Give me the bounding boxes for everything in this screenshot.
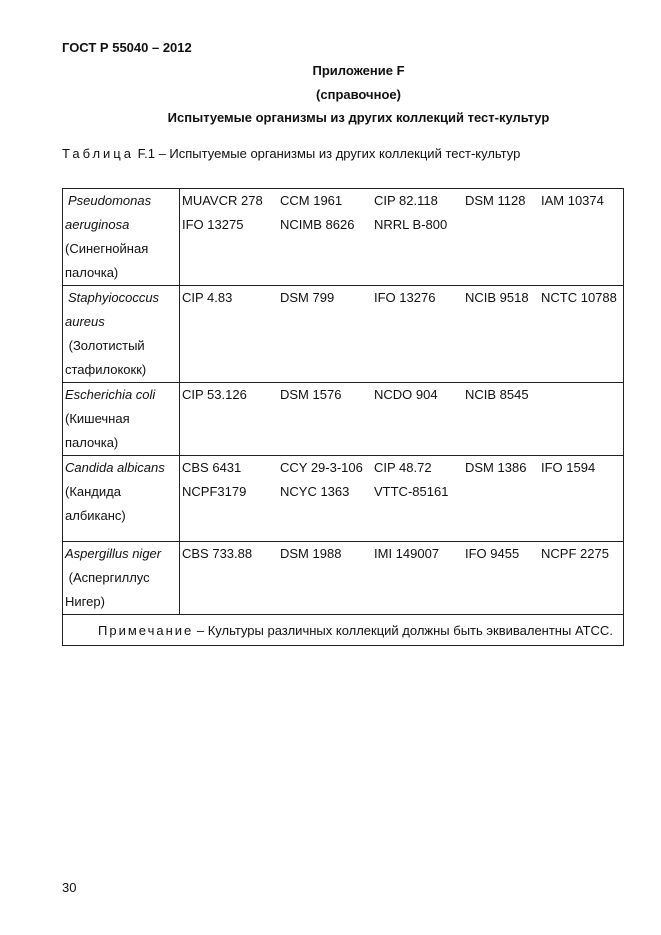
- collection-code: NCYC 1363: [280, 484, 350, 499]
- page-number: 30: [62, 880, 77, 895]
- collection-code: NCDO 904: [374, 387, 438, 402]
- collection-code: DSM 1386: [465, 460, 527, 475]
- table-caption: [62, 146, 520, 161]
- organism-cell: [63, 542, 180, 615]
- collection-code: CIP 4.83: [182, 290, 233, 305]
- organism-latin-name: Escherichia coli: [65, 387, 156, 402]
- organism-cell: [63, 456, 180, 542]
- organism-latin-name: aeruginosa: [65, 217, 130, 232]
- organism-common-name: (Аспергиллус: [65, 570, 150, 585]
- table-body: [63, 189, 624, 646]
- collection-code: CIP 53.126: [182, 387, 247, 402]
- collection-code: NCPF3179: [182, 484, 247, 499]
- collection-codes: [180, 286, 623, 310]
- organism-common-name: албиканс): [65, 508, 126, 523]
- table-note: [63, 615, 624, 646]
- collection-code: DSM 1576: [280, 387, 342, 402]
- collection-codes-cell: [180, 383, 624, 456]
- collection-codes: [180, 456, 623, 504]
- organism-latin-name: Aspergillus niger: [65, 546, 162, 561]
- collection-code: CBS 6431: [182, 460, 242, 475]
- organism-common-name: (Золотистый: [65, 338, 145, 353]
- collection-codes-cell: [180, 542, 624, 615]
- collection-codes-cell: [180, 456, 624, 542]
- note-row: [63, 615, 624, 646]
- collection-code: IMI 149007: [374, 546, 440, 561]
- collection-code: CCM 1961: [280, 193, 343, 208]
- organism-common-name: (Синегнойная: [65, 241, 149, 256]
- test-cultures-table: [62, 188, 624, 646]
- collection-code: CBS 733.88: [182, 546, 253, 561]
- organism-common-name: (Кишечная: [65, 411, 130, 426]
- note-prefix: Примечание: [98, 623, 194, 638]
- collection-code: VTTC-85161: [374, 484, 449, 499]
- organism-latin-name: Staphyiococcus: [68, 290, 160, 305]
- collection-codes: [180, 542, 623, 566]
- appendix-title: Испытуемые организмы из других коллекций тест-культур: [167, 110, 550, 125]
- organism-common-name: (Кандида: [65, 484, 121, 499]
- collection-code: NRRL B-800: [374, 217, 448, 232]
- collection-code: DSM 1988: [280, 546, 342, 561]
- organism-cell: [63, 383, 180, 456]
- organism-common-name: стафилококк): [65, 362, 147, 377]
- collection-codes: [180, 189, 623, 237]
- table-row: [63, 542, 624, 615]
- collection-code: MUAVCR 278: [182, 193, 263, 208]
- collection-codes-cell: [180, 286, 624, 383]
- collection-code: NCTC 10788: [541, 290, 617, 305]
- appendix-status: (справочное): [316, 87, 401, 102]
- collection-code: DSM 799: [280, 290, 335, 305]
- appendix-label: Приложение F: [312, 63, 405, 78]
- collection-code: CIP 48.72: [374, 460, 432, 475]
- organism-cell: [63, 189, 180, 286]
- collection-codes-cell: [180, 189, 624, 286]
- collection-code: IFO 13276: [374, 290, 436, 305]
- table-caption-prefix: Таблица: [62, 146, 134, 161]
- organism-cell: [63, 286, 180, 383]
- note-text: – Культуры различных коллекций должны быть эквивалентны АТСС.: [193, 623, 613, 638]
- organism-latin-name: Candida albicans: [65, 460, 165, 475]
- collection-code: DSM 1128: [465, 193, 526, 208]
- collection-code: NCIB 9518: [465, 290, 529, 305]
- collection-code: IFO 13275: [182, 217, 244, 232]
- collection-code: CIP 82.118: [374, 193, 438, 208]
- collection-codes: [180, 383, 623, 407]
- collection-code: CCY 29-3-106: [280, 460, 363, 475]
- document-id: ГОСТ Р 55040 – 2012: [62, 40, 192, 55]
- collection-code: NCIMB 8626: [280, 217, 355, 232]
- organism-common-name: палочка): [65, 435, 119, 450]
- collection-code: IAM 10374: [541, 193, 604, 208]
- organism-latin-name: Pseudomonas: [68, 193, 152, 208]
- organism-latin-name: aureus: [65, 314, 105, 329]
- table-row: [63, 286, 624, 383]
- table-row: [63, 383, 624, 456]
- table-row: [63, 456, 624, 542]
- organism-common-name: Нигер): [65, 594, 105, 609]
- collection-code: IFO 9455: [465, 546, 520, 561]
- table-caption-text: F.1 – Испытуемые организмы из других коллекций тест-культур: [137, 146, 521, 161]
- organism-common-name: палочка): [65, 265, 119, 280]
- collection-code: NCPF 2275: [541, 546, 609, 561]
- table-row: [63, 189, 624, 286]
- collection-code: NCIB 8545: [465, 387, 529, 402]
- collection-code: IFO 1594: [541, 460, 596, 475]
